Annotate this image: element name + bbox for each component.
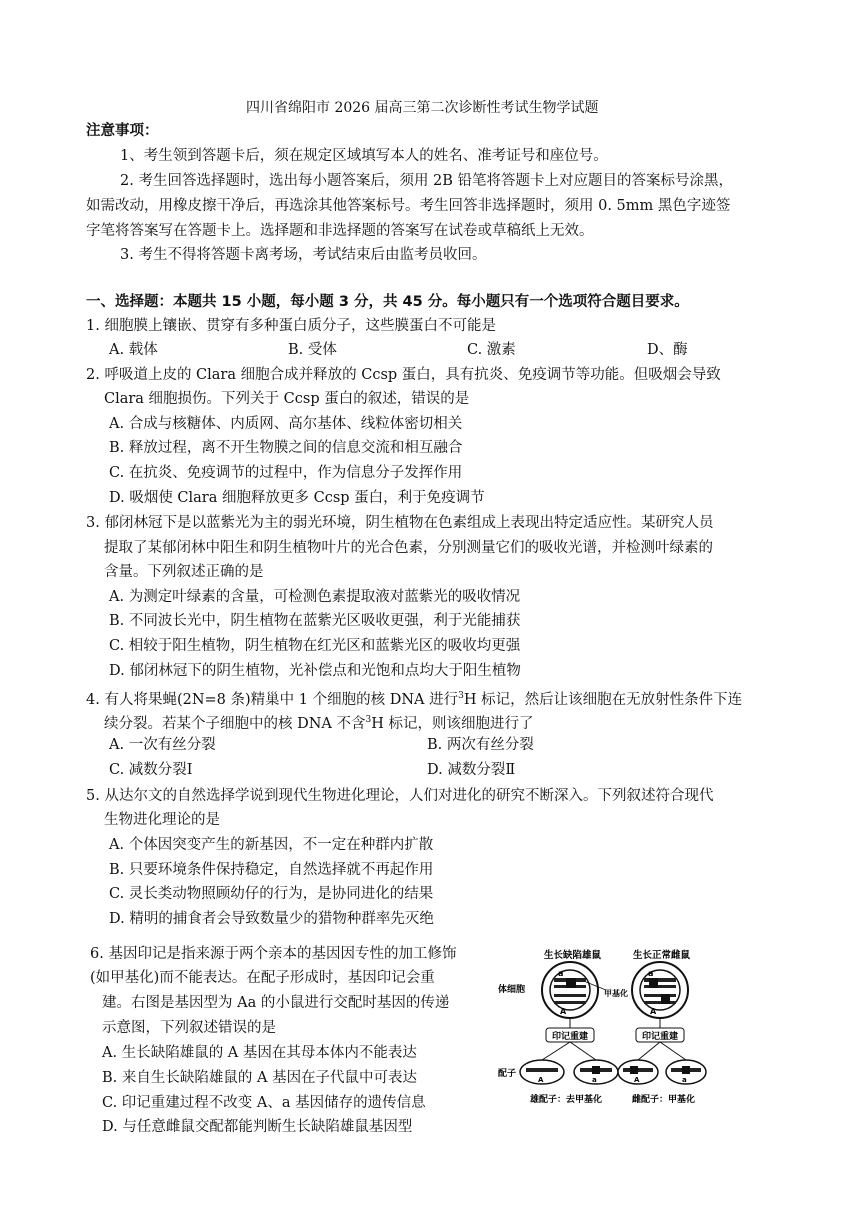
question-5-stem: 5. 从达尔文的自然选择学说到现代生物进化理论，人们对进化的研究不断深入。下列叙述符合现代 — [86, 788, 714, 804]
allele-label: A — [538, 1076, 544, 1084]
question-5-option-a: A. 个体因突变产生的新基因，不一定在种群内扩散 — [109, 837, 434, 853]
notice-item-1: 1、考生领到答题卡后，须在规定区域填写本人的姓名、准考证号和座位号。 — [120, 148, 608, 164]
question-6-option-d: D. 与任意雌鼠交配都能判断生长缺陷雄鼠基因型 — [102, 1119, 413, 1135]
male-somatic-cell — [542, 962, 598, 1018]
allele-label: a — [648, 969, 654, 978]
question-3-option-b: B. 不同波长光中，阴生植物在蓝紫光区吸收更强，利于光能捕获 — [109, 613, 521, 629]
allele-label: A — [634, 1076, 640, 1084]
notice-heading: 注意事项： — [86, 123, 159, 139]
diagram-right-title: 生长正常雌鼠 — [633, 950, 691, 961]
question-4-stem-part: H 标记，则该细胞进行了 — [371, 716, 534, 732]
question-5-option-b: B. 只要环境条件保持稳定，自然选择就不再起作用 — [109, 862, 434, 878]
question-4-option-c: C. 减数分裂Ⅰ — [109, 762, 193, 778]
question-3-stem: 提取了某郁闭林中阳生和阴生植物叶片的光合色素，分别测量它们的吸收光谱，并检测叶绿素的 — [104, 540, 713, 556]
notice-item-2: 2. 考生回答选择题时，选出每小题答案后，须用 2B 铅笔将答题卡上对应题目的答案标号涂黑， — [120, 173, 734, 189]
question-3-stem: 3. 郁闭林冠下是以蓝紫光为主的弱光环境，阴生植物在色素组成上表现出特定适应性。某研究人员 — [86, 515, 714, 531]
allele-label: a — [682, 1076, 687, 1084]
question-4-option-d: D. 减数分裂Ⅱ — [427, 762, 516, 778]
female-gametes — [618, 1060, 706, 1084]
male-gametes — [520, 1060, 618, 1084]
allele-label: A — [650, 1007, 657, 1016]
question-6-stem: 6. 基因印记是指来源于两个亲本的基因因专性的加工修饰 — [90, 946, 457, 962]
question-1-stem: 1. 细胞膜上镶嵌、贯穿有多种蛋白质分子，这些膜蛋白不可能是 — [86, 318, 496, 334]
question-1-option-b: B. 受体 — [288, 342, 337, 358]
methylation-block — [566, 978, 576, 988]
diagram-left-caption: 雄配子：去甲基化 — [530, 1095, 603, 1105]
reset-label-right: 印记重建 — [642, 1032, 679, 1042]
diagram-label-somatic: 体细胞 — [498, 985, 526, 995]
diagram-left-title: 生长缺陷雄鼠 — [544, 950, 602, 961]
question-2-stem: Clara 细胞损伤。下列关于 Ccsp 蛋白的叙述，错误的是 — [104, 391, 470, 407]
question-1-option-a: A. 载体 — [109, 342, 158, 358]
female-somatic-cell — [632, 962, 688, 1018]
question-3-option-c: C. 相较于阳生植物，阴生植物在红光区和蓝紫光区的吸收均更强 — [109, 638, 521, 654]
diagram-right-caption: 雌配子：甲基化 — [632, 1095, 696, 1105]
question-4-stem-part: H 标记，然后让该细胞在无放射性条件下连 — [463, 692, 743, 708]
superscript: 3 — [365, 715, 372, 725]
question-6-stem: (如甲基化)而不能表达。在配子形成时，基因印记会重 — [90, 970, 435, 986]
question-2-option-c: C. 在抗炎、免疫调节的过程中，作为信息分子发挥作用 — [109, 465, 463, 481]
question-6-option-b: B. 来自生长缺陷雄鼠的 A 基因在子代鼠中可表达 — [102, 1070, 418, 1086]
methylation-label: 甲基化 — [604, 989, 628, 998]
question-2-option-b: B. 释放过程，离不开生物膜之间的信息交流和相互融合 — [109, 440, 463, 456]
allele-label: A — [560, 1007, 567, 1016]
section-heading: 一、选择题：本题共 15 小题，每小题 3 分，共 45 分。每小题只有一个选项符合题目要求。 — [86, 294, 689, 310]
exam-title: 四川省绵阳市 2026 届高三第二次诊断性考试生物学试题 — [246, 100, 599, 116]
allele-label: a — [558, 969, 564, 978]
question-3-option-a: A. 为测定叶绿素的含量，可检测色素提取液对蓝紫光的吸收情况 — [109, 589, 521, 605]
question-6-option-a: A. 生长缺陷雄鼠的 A 基因在其母本体内不能表达 — [102, 1045, 417, 1061]
question-6-stem: 示意图，下列叙述错误的是 — [102, 1020, 276, 1036]
question-4-stem-part: 4. 有人将果蝇(2N=8 条)精巢中 1 个细胞的核 DNA 进行 — [86, 692, 459, 708]
question-4-option-b: B. 两次有丝分裂 — [427, 737, 534, 753]
reset-label-left: 印记重建 — [552, 1032, 589, 1042]
question-4-stem — [104, 710, 534, 734]
question-2-option-a: A. 合成与核糖体、内质网、高尔基体、线粒体密切相关 — [109, 416, 463, 432]
question-1-option-c: C. 激素 — [467, 342, 516, 358]
diagram-label-gamete: 配子 — [498, 1069, 517, 1079]
question-4-stem — [86, 686, 742, 710]
question-5-stem: 生物进化理论的是 — [104, 812, 220, 828]
question-2-stem: 2. 呼吸道上皮的 Clara 细胞合成并释放的 Ccsp 蛋白，具有抗炎、免疫调节等功能。但吸烟会导致 — [86, 367, 721, 383]
question-5-option-c: C. 灵长类动物照顾幼仔的行为，是协同进化的结果 — [109, 886, 434, 902]
question-4-option-a: A. 一次有丝分裂 — [109, 737, 216, 753]
superscript: 3 — [458, 691, 464, 701]
question-3-option-d: D. 郁闭林冠下的阴生植物，光补偿点和光饱和点均大于阳生植物 — [109, 663, 521, 679]
notice-item-3: 3. 考生不得将答题卡离考场，考试结束后由监考员收回。 — [120, 247, 487, 263]
question-4-stem-part: 续分裂。若某个子细胞中的核 DNA 不含 — [104, 716, 366, 732]
notice-item-2-cont: 字笔将答案写在答题卡上。选择题和非选择题的答案写在试卷或草稿纸上无效。 — [86, 223, 594, 239]
question-5-option-d: D. 精明的捕食者会导致数量少的猎物种群率先灭绝 — [109, 911, 434, 927]
question-2-option-d: D. 吸烟使 Clara 细胞释放更多 Ccsp 蛋白，利于免疫调节 — [109, 490, 485, 506]
question-1-option-d: D、酶 — [647, 342, 688, 358]
gene-imprinting-diagram — [496, 944, 724, 1110]
question-6-option-c: C. 印记重建过程不改变 A、a 基因储存的遗传信息 — [102, 1095, 426, 1111]
question-3-stem: 含量。下列叙述正确的是 — [104, 564, 264, 580]
allele-label: a — [592, 1076, 597, 1084]
question-6-stem: 建。右图是基因型为 Aa 的小鼠进行交配时基因的传递 — [102, 995, 450, 1011]
notice-item-2-cont: 如需改动，用橡皮擦干净后，再选涂其他答案标号。考生回答非选择题时，须用 0. 5mm 黑色字迹签 — [86, 198, 731, 214]
